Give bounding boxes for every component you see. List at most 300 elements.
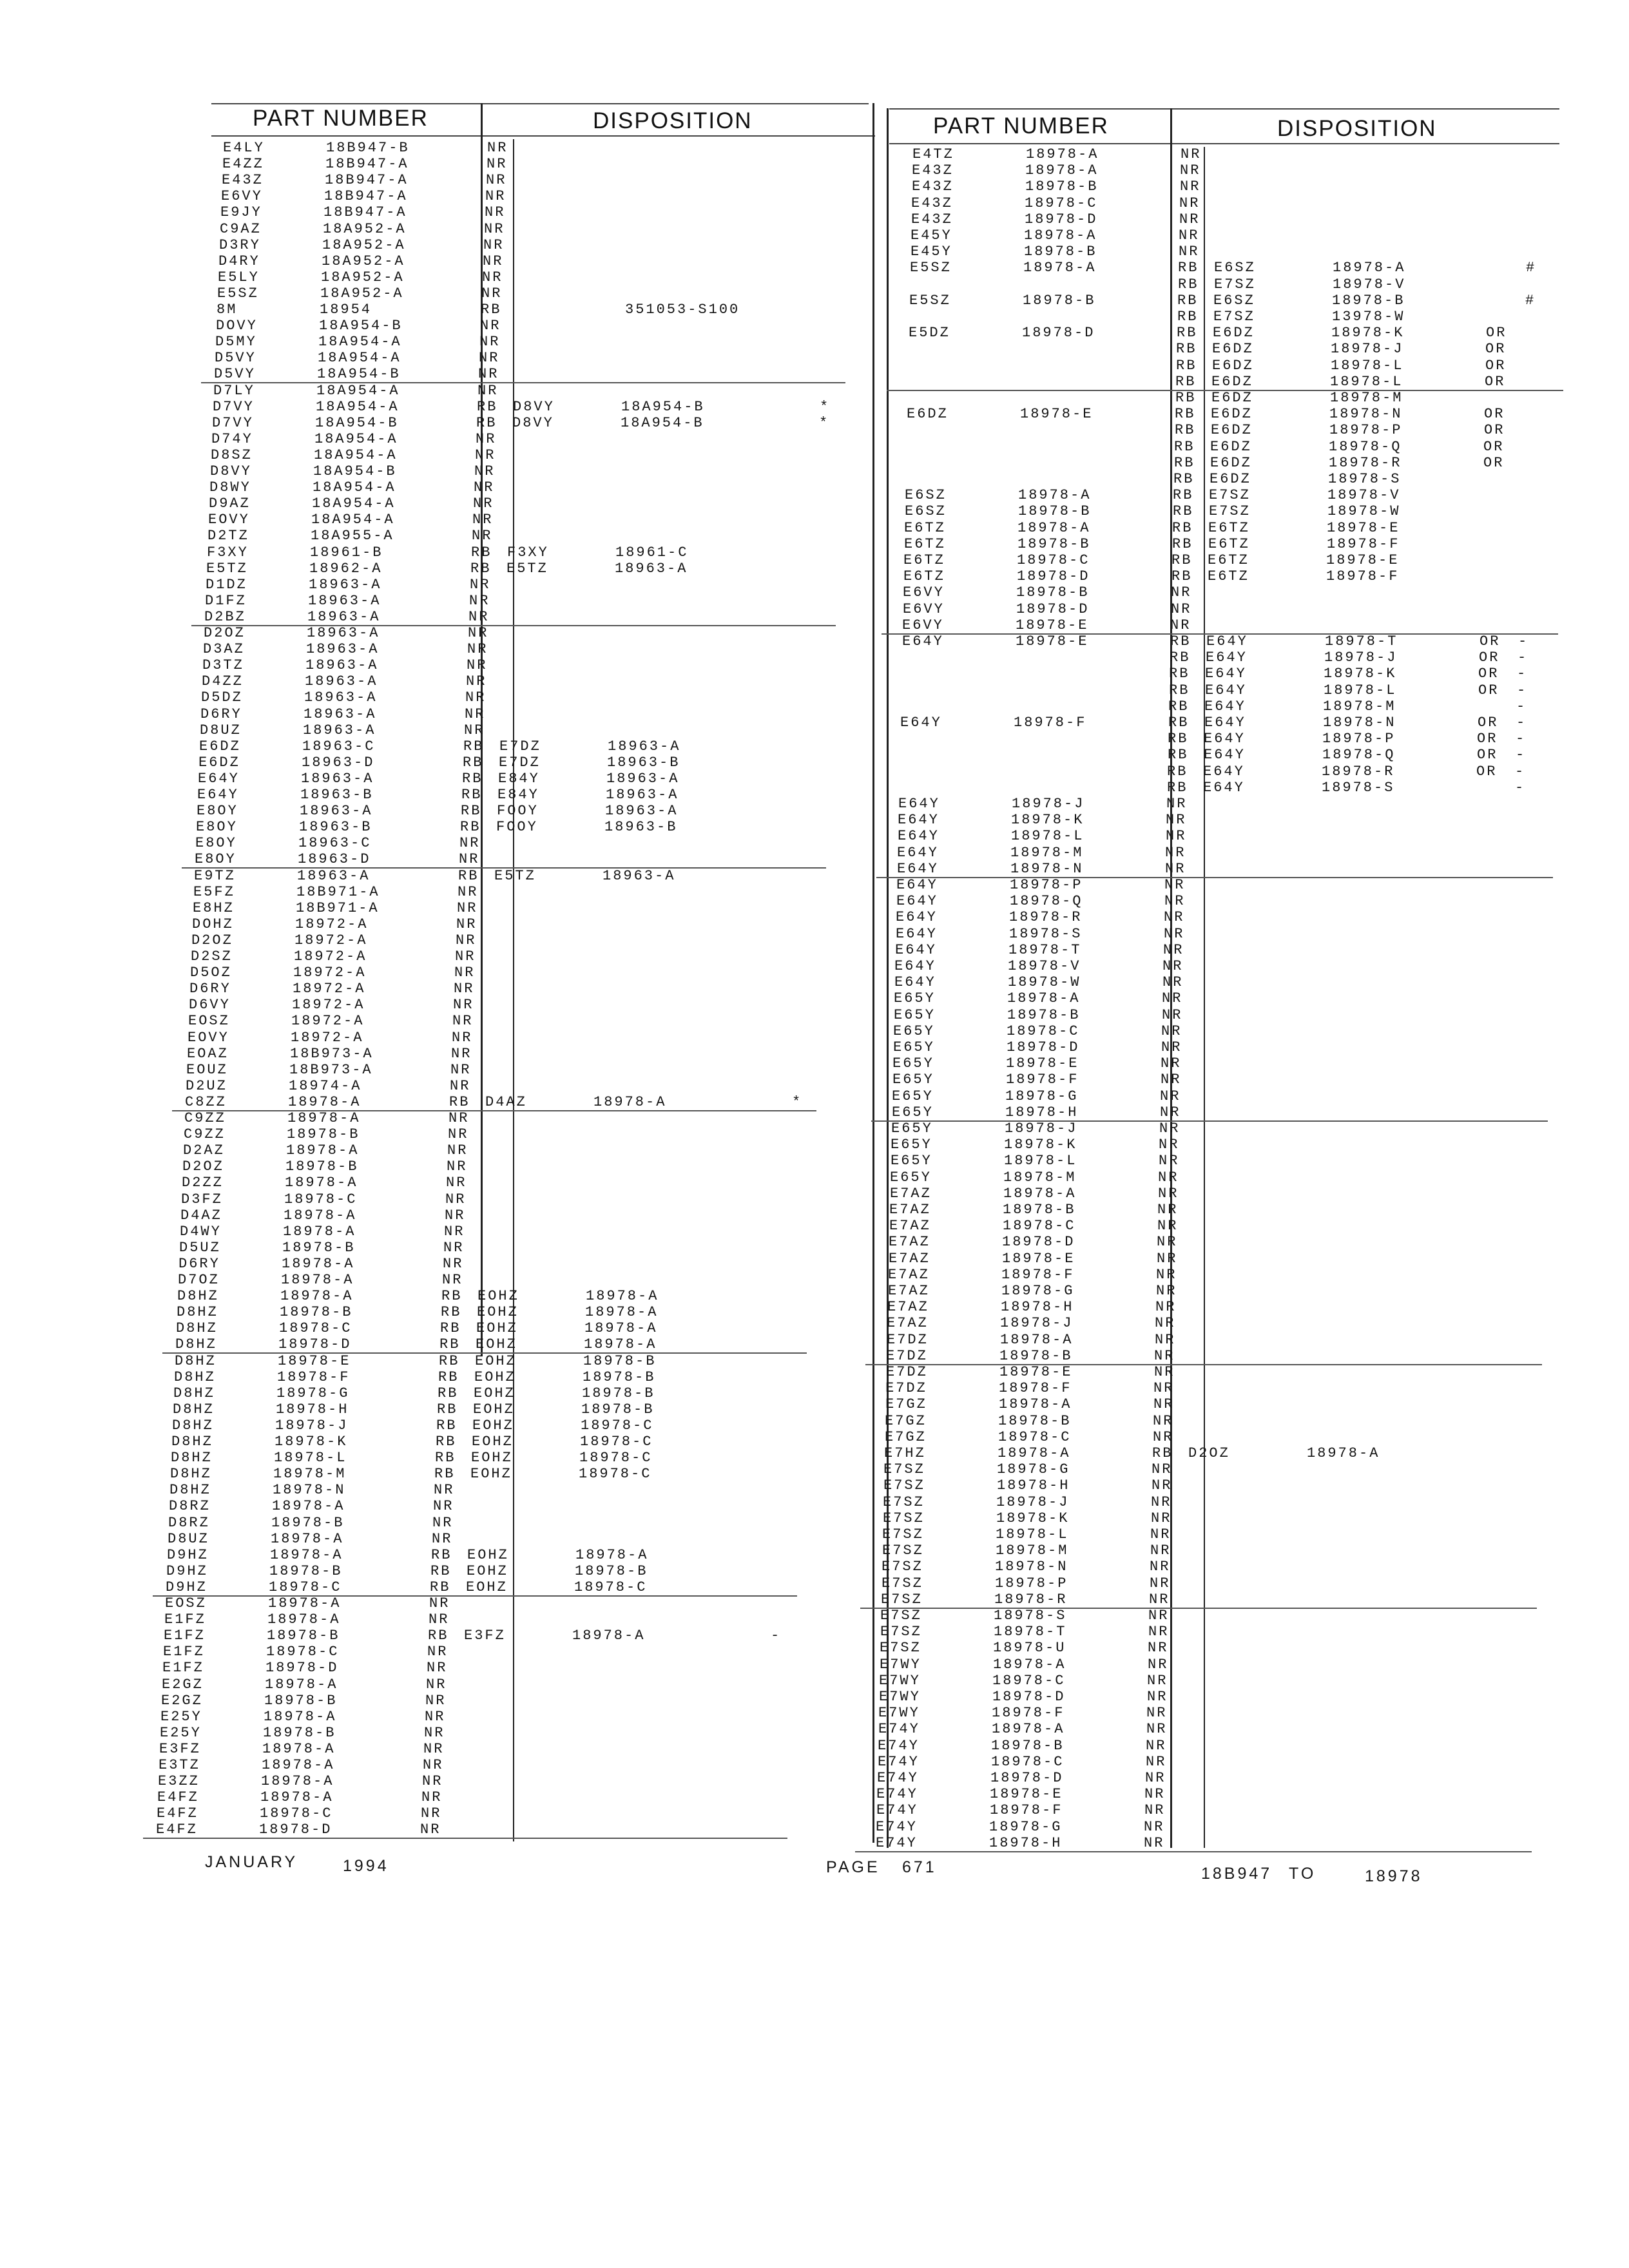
right-table-row — [857, 1738, 1534, 1754]
old-prefix: E6SZ — [905, 487, 947, 504]
new-prefix: E6DZ — [1213, 325, 1255, 341]
disposition-code: NR — [429, 1611, 450, 1628]
disposition-code: NR — [1153, 1396, 1175, 1413]
disposition-code: NR — [1163, 941, 1184, 958]
left-table-row — [157, 1483, 801, 1498]
or-mark: OR — [1480, 633, 1501, 649]
right-table-row — [889, 293, 1565, 309]
old-part-number: 18978-B — [1016, 584, 1090, 601]
disposition-code: NR — [429, 1595, 450, 1611]
new-prefix: E7SZ — [1209, 503, 1251, 520]
old-part-number: 18978-B — [263, 1724, 336, 1741]
old-prefix: E7GZ — [885, 1412, 927, 1429]
old-prefix: D5OZ — [190, 965, 232, 981]
left-table-row — [155, 1515, 800, 1531]
disposition-code: NR — [423, 1757, 444, 1773]
left-table-row — [170, 1143, 815, 1158]
old-prefix: E6DZ — [198, 754, 240, 771]
right-table-row — [862, 1495, 1539, 1510]
old-prefix: E64Y — [895, 941, 937, 958]
disposition-code: NR — [467, 657, 488, 674]
new-part-number: 18963-A — [605, 803, 679, 820]
new-part-number: 18978-J — [1331, 341, 1404, 358]
disposition-code: NR — [459, 835, 481, 852]
new-part-number: 18963-A — [608, 738, 681, 754]
old-prefix: D8HZ — [171, 1450, 213, 1466]
old-part-number: 18978-S — [1009, 925, 1083, 942]
old-prefix: E7WY — [878, 1705, 920, 1722]
old-prefix: E5SZ — [217, 285, 259, 302]
disposition-code: RB — [1170, 633, 1191, 649]
old-part-number: 18978-A — [285, 1175, 358, 1191]
new-part-number: 18978-C — [574, 1579, 648, 1595]
disposition-code: NR — [1166, 796, 1188, 812]
disposition-code: NR — [468, 625, 489, 641]
new-prefix: D8VY — [513, 398, 555, 415]
left-table-row — [209, 173, 853, 188]
disposition-code: NR — [421, 1805, 442, 1822]
old-prefix: D4AZ — [180, 1207, 222, 1224]
old-prefix: E7AZ — [888, 1283, 930, 1299]
old-part-number: 18978-A — [271, 1530, 344, 1547]
right-table-row — [885, 439, 1562, 455]
right-table-row — [856, 1787, 1532, 1802]
right-table-row — [891, 179, 1568, 195]
note-mark: - — [1518, 649, 1528, 666]
left-table-row — [191, 610, 836, 626]
disposition-code: NR — [1159, 1153, 1180, 1169]
left-table-row — [153, 1580, 797, 1597]
new-part-number: 18963-A — [615, 560, 688, 577]
disposition-code: NR — [1153, 1428, 1174, 1445]
disposition-code: NR — [483, 236, 505, 253]
old-part-number: 18978-D — [992, 1689, 1066, 1705]
right-table-row — [859, 1640, 1536, 1656]
old-prefix: E8OY — [195, 835, 237, 852]
disposition-code: NR — [1159, 1137, 1180, 1153]
old-prefix: E7SZ — [881, 1591, 923, 1608]
new-part-number: 18978-K — [1331, 325, 1405, 341]
old-part-number: 18B947-A — [325, 172, 409, 189]
old-prefix: E64Y — [197, 787, 239, 803]
old-part-number: 18A954-A — [314, 430, 398, 447]
disposition-code: NR — [420, 1821, 441, 1838]
new-prefix: D8VY — [512, 414, 554, 431]
old-part-number: 18963-A — [300, 803, 373, 820]
old-prefix: E7AZ — [890, 1185, 932, 1202]
disposition-code: NR — [434, 1482, 455, 1499]
disposition-code: NR — [1151, 1494, 1172, 1510]
new-part-number: 18978-M — [1323, 698, 1396, 715]
old-part-number: 18978-K — [275, 1434, 348, 1450]
old-part-number: 18978-G — [989, 1818, 1063, 1835]
right-table-row — [860, 1624, 1536, 1640]
new-prefix: E7DZ — [499, 738, 541, 754]
new-part-number: 18978-F — [1327, 535, 1400, 552]
right-table-row — [886, 407, 1563, 422]
old-part-number: 18978-U — [993, 1640, 1066, 1657]
or-mark: OR — [1486, 325, 1507, 341]
old-part-number: 18974-A — [289, 1077, 362, 1094]
old-prefix: E7AZ — [889, 1218, 931, 1235]
disposition-code: RB — [1176, 357, 1197, 374]
old-prefix: EOSZ — [165, 1595, 207, 1611]
disposition-code: RB — [1168, 731, 1189, 747]
new-part-number: 18978-B — [582, 1385, 655, 1401]
left-table-row — [150, 1644, 795, 1660]
new-part-number: 18978-E — [1326, 552, 1400, 568]
left-table-row — [200, 399, 844, 415]
old-part-number: 18972-A — [292, 997, 365, 1014]
old-part-number: 18978-A — [1000, 1331, 1074, 1348]
old-part-number: 18A952-A — [322, 236, 406, 253]
disposition-code: RB — [463, 754, 484, 771]
disposition-code: RB — [1172, 519, 1193, 536]
disposition-code: NR — [480, 318, 501, 334]
old-prefix: E4FZ — [157, 1805, 198, 1822]
disposition-code: RB — [1172, 535, 1193, 552]
disposition-code: RB — [1168, 715, 1190, 731]
disposition-code: RB — [441, 1304, 462, 1321]
old-prefix: C9ZZ — [184, 1126, 226, 1143]
old-part-number: 18978-A — [993, 1656, 1066, 1673]
right-table-row — [871, 1105, 1548, 1122]
left-table-row — [184, 803, 828, 819]
new-prefix: D2OZ — [1188, 1445, 1230, 1461]
left-table-row — [178, 933, 823, 948]
old-part-number: 18A954-A — [316, 398, 400, 415]
new-prefix: EOHZ — [467, 1546, 509, 1563]
old-prefix: E6SZ — [905, 503, 947, 520]
new-prefix: E64Y — [1204, 747, 1246, 764]
old-part-number: 18978-F — [992, 1705, 1065, 1722]
old-part-number: 18978-V — [1008, 958, 1081, 974]
disposition-code: NR — [457, 899, 478, 916]
old-prefix: E65Y — [892, 1072, 934, 1088]
new-prefix: E6DZ — [1212, 357, 1254, 374]
disposition-code: NR — [485, 204, 506, 221]
old-prefix: E65Y — [893, 1023, 935, 1039]
old-part-number: 18963-D — [302, 754, 375, 771]
old-prefix: E5TZ — [206, 560, 248, 577]
right-table-row — [862, 1527, 1538, 1542]
new-prefix: F3XY — [507, 544, 549, 561]
disposition-code: NR — [456, 932, 477, 948]
old-prefix: E4ZZ — [222, 156, 264, 173]
disposition-code: NR — [1147, 1672, 1168, 1689]
old-prefix: D8VY — [210, 463, 252, 479]
old-part-number: 18B947-A — [323, 204, 407, 221]
note-mark: * — [819, 414, 830, 431]
left-table-row — [149, 1660, 794, 1676]
disposition-code: NR — [1144, 1802, 1166, 1819]
old-part-number: 18978-A — [286, 1142, 360, 1159]
new-part-number: 18978-V — [1333, 276, 1406, 293]
left-table-row — [205, 270, 849, 285]
old-prefix: E65Y — [893, 1039, 935, 1055]
old-prefix: D7VY — [213, 398, 255, 415]
disposition-code: RB — [471, 544, 492, 561]
old-part-number: 18978-B — [264, 1692, 338, 1709]
right-table-row — [867, 1283, 1544, 1299]
right-table-row — [879, 747, 1556, 763]
old-prefix: E65Y — [892, 1104, 934, 1120]
old-prefix: E5SZ — [910, 260, 952, 276]
old-prefix: D8HZ — [177, 1288, 219, 1305]
right-table-row — [868, 1235, 1545, 1250]
old-prefix: EOVY — [208, 512, 250, 528]
old-part-number: 18978-E — [278, 1352, 351, 1369]
new-prefix: E7SZ — [1213, 309, 1255, 325]
new-part-number: 18961-C — [615, 544, 689, 561]
old-prefix: D6RY — [178, 1255, 220, 1272]
old-prefix: E7AZ — [887, 1299, 929, 1316]
old-part-number: 18A955-A — [311, 528, 394, 544]
old-prefix: EOVY — [188, 1029, 229, 1046]
disposition-code: NR — [478, 366, 499, 383]
old-prefix: E64Y — [896, 877, 938, 893]
left-table-row — [197, 480, 841, 495]
old-prefix: E64Y — [894, 958, 936, 974]
left-table-row — [166, 1240, 811, 1256]
old-part-number: 18978-K — [1011, 812, 1084, 829]
new-part-number: 18978-C — [580, 1434, 653, 1450]
disposition-code: RB — [441, 1288, 463, 1305]
new-prefix: E6DZ — [1211, 390, 1253, 406]
disposition-code: NR — [468, 608, 490, 625]
old-part-number: 18A952-A — [320, 285, 404, 302]
new-prefix: E6DZ — [1210, 438, 1252, 455]
new-prefix: E6SZ — [1213, 292, 1255, 309]
disposition-code: NR — [1150, 1526, 1171, 1542]
left-table-row — [202, 334, 847, 350]
disposition-code: NR — [1150, 1575, 1171, 1591]
old-prefix: E65Y — [892, 1088, 934, 1104]
old-prefix: E6DZ — [907, 406, 949, 423]
disposition-code: NR — [1151, 1510, 1172, 1526]
old-part-number: 18978-C — [266, 1644, 340, 1660]
left-table-row — [195, 512, 840, 528]
old-part-number: 18963-A — [305, 657, 379, 674]
old-prefix: D7VY — [212, 414, 254, 431]
disposition-code: NR — [483, 253, 504, 269]
old-prefix: D2OZ — [204, 625, 246, 641]
old-prefix: E8OY — [196, 819, 238, 836]
old-part-number: 18A954-A — [314, 447, 398, 463]
or-mark: OR — [1478, 715, 1499, 731]
new-prefix: EOHZ — [472, 1434, 514, 1450]
old-part-number: 18978-B — [282, 1239, 356, 1256]
disposition-code: NR — [486, 172, 507, 189]
disposition-code: RB — [461, 803, 482, 820]
old-prefix: E1FZ — [163, 1644, 205, 1660]
left-table-row — [176, 997, 820, 1013]
left-table-row — [156, 1499, 800, 1514]
old-prefix: D2UZ — [186, 1077, 227, 1094]
new-prefix: E6TZ — [1208, 535, 1250, 552]
right-table-row — [867, 1267, 1544, 1283]
disposition-code: NR — [1144, 1786, 1166, 1803]
new-part-number: 18978-V — [1327, 487, 1401, 504]
old-prefix: D7OZ — [178, 1272, 220, 1288]
or-mark: OR — [1476, 763, 1498, 780]
or-mark: OR — [1477, 747, 1498, 764]
old-prefix: E7AZ — [889, 1250, 930, 1267]
left-table-row — [148, 1693, 793, 1709]
left-table-row — [152, 1596, 796, 1611]
disposition-code: NR — [1170, 617, 1191, 633]
left-table-row — [197, 464, 842, 479]
new-prefix: E3FZ — [464, 1628, 506, 1644]
disposition-code: RB — [428, 1628, 449, 1644]
old-part-number: 18B971-A — [296, 899, 380, 916]
old-prefix: D6VY — [189, 997, 231, 1014]
disposition-code: NR — [1179, 244, 1200, 260]
new-prefix: E64Y — [1204, 698, 1246, 715]
note-mark: # — [1525, 292, 1536, 309]
right-header-bottom-rule — [889, 143, 1559, 144]
old-prefix: E65Y — [891, 1137, 932, 1153]
left-table-row — [151, 1612, 796, 1628]
old-part-number: 18A954-A — [311, 512, 395, 528]
right-table-row — [882, 602, 1559, 617]
right-table-row — [884, 504, 1561, 519]
note-mark: - — [1518, 633, 1529, 649]
old-part-number: 18963-A — [297, 867, 371, 884]
disposition-code: NR — [422, 1773, 443, 1790]
old-prefix: E64Y — [898, 812, 940, 829]
old-part-number: 18978-A — [280, 1288, 354, 1305]
old-prefix: EOAZ — [187, 1045, 229, 1062]
old-prefix: D8HZ — [173, 1401, 215, 1418]
old-part-number: 18978-A — [1026, 146, 1099, 162]
old-part-number: 18978-T — [1008, 941, 1082, 958]
new-part-number: 18978-F — [1326, 568, 1400, 585]
left-table-row — [146, 1758, 790, 1773]
old-prefix: E4FZ — [156, 1821, 198, 1838]
old-part-number: 18978-F — [999, 1380, 1072, 1397]
old-part-number: 18978-A — [1007, 990, 1081, 1007]
left-table-row — [160, 1402, 804, 1418]
note-mark: # — [1526, 260, 1537, 276]
old-part-number: 18963-A — [301, 770, 374, 787]
old-prefix: E8HZ — [193, 899, 235, 916]
right-table-row — [891, 196, 1567, 211]
disposition-code: NR — [1149, 1591, 1170, 1608]
old-part-number: 18978-B — [1025, 178, 1099, 195]
disposition-code: RB — [1175, 390, 1197, 406]
right-table-row — [872, 1072, 1548, 1088]
left-table-row — [164, 1289, 809, 1304]
disposition-code: NR — [454, 981, 475, 997]
new-part-number: 18978-B — [575, 1562, 648, 1579]
disposition-code: NR — [1160, 1104, 1181, 1120]
right-table-row — [858, 1673, 1535, 1689]
old-prefix: E74Y — [878, 1721, 920, 1738]
old-prefix: E6VY — [221, 188, 263, 205]
disposition-code: NR — [447, 1142, 468, 1159]
disposition-code: NR — [425, 1708, 446, 1725]
right-table-row — [883, 537, 1560, 552]
new-prefix: EOHZ — [474, 1385, 516, 1401]
disposition-code: NR — [447, 1158, 468, 1175]
old-part-number: 18978-E — [1002, 1250, 1075, 1267]
left-table-row — [204, 286, 849, 302]
old-part-number: 18978-B — [1024, 244, 1097, 260]
right-table-row — [855, 1836, 1532, 1852]
old-prefix: E7SZ — [882, 1575, 923, 1591]
new-prefix: E7SZ — [1209, 487, 1251, 504]
disposition-code: RB — [1174, 438, 1195, 455]
old-part-number: 18978-F — [1001, 1266, 1075, 1283]
disposition-code: NR — [1150, 1542, 1171, 1559]
disposition-code: RB — [476, 414, 497, 431]
right-table-row — [874, 959, 1550, 974]
old-part-number: 18978-L — [996, 1526, 1069, 1542]
disposition-code: NR — [425, 1692, 447, 1709]
old-prefix: D3TZ — [202, 657, 244, 674]
old-prefix: E6DZ — [199, 738, 241, 754]
new-part-number: 18978-B — [583, 1352, 657, 1369]
disposition-code: NR — [466, 673, 487, 690]
disposition-code: NR — [1162, 1006, 1183, 1023]
old-part-number: 18978-J — [996, 1494, 1070, 1510]
old-prefix: E7GZ — [885, 1428, 927, 1445]
old-prefix: E7AZ — [889, 1234, 930, 1251]
old-prefix: D8HZ — [176, 1320, 218, 1337]
right-table-row — [871, 1121, 1547, 1137]
old-part-number: 18978-M — [273, 1466, 347, 1483]
left-table-row — [153, 1564, 798, 1579]
old-part-number: 18978-F — [990, 1802, 1063, 1819]
disposition-code: NR — [459, 851, 480, 868]
old-prefix: E7AZ — [887, 1315, 929, 1332]
old-prefix: D2TZ — [207, 528, 249, 544]
left-header-top-rule — [211, 103, 869, 104]
old-part-number: 18A954-B — [313, 463, 397, 479]
disposition-code: NR — [444, 1223, 465, 1240]
new-prefix: E64Y — [1203, 779, 1245, 796]
right-table-row — [861, 1559, 1537, 1575]
old-part-number: 18978-D — [1017, 568, 1090, 585]
old-prefix: E65Y — [891, 1120, 933, 1137]
old-part-number: 18978-E — [1016, 617, 1089, 633]
old-part-number: 18963-A — [304, 689, 378, 706]
right-table-row — [881, 650, 1557, 666]
old-part-number: 18978-N — [995, 1559, 1068, 1575]
old-part-number: 18978-D — [1025, 211, 1098, 227]
right-table-row — [855, 1820, 1532, 1835]
old-prefix: E7WY — [879, 1672, 921, 1689]
old-prefix: E64Y — [898, 796, 940, 812]
disposition-code: RB — [1170, 649, 1191, 666]
old-prefix: E7SZ — [883, 1461, 925, 1478]
new-part-number: 18978-R — [1322, 763, 1395, 780]
old-prefix: E45Y — [911, 244, 952, 260]
old-prefix: D8HZ — [172, 1417, 214, 1434]
old-prefix: DOVY — [216, 318, 258, 334]
old-prefix: E6TZ — [903, 552, 945, 568]
right-table-row — [859, 1657, 1536, 1673]
disposition-code: NR — [474, 479, 495, 496]
new-part-number: 18978-A — [584, 1336, 657, 1353]
disposition-code: NR — [1164, 925, 1185, 942]
disposition-code: RB — [439, 1352, 460, 1369]
old-part-number: 18978-C — [1017, 552, 1090, 568]
old-part-number: 18978-W — [1008, 974, 1081, 991]
disposition-code: NR — [1166, 812, 1187, 829]
old-prefix: D9AZ — [209, 495, 251, 512]
